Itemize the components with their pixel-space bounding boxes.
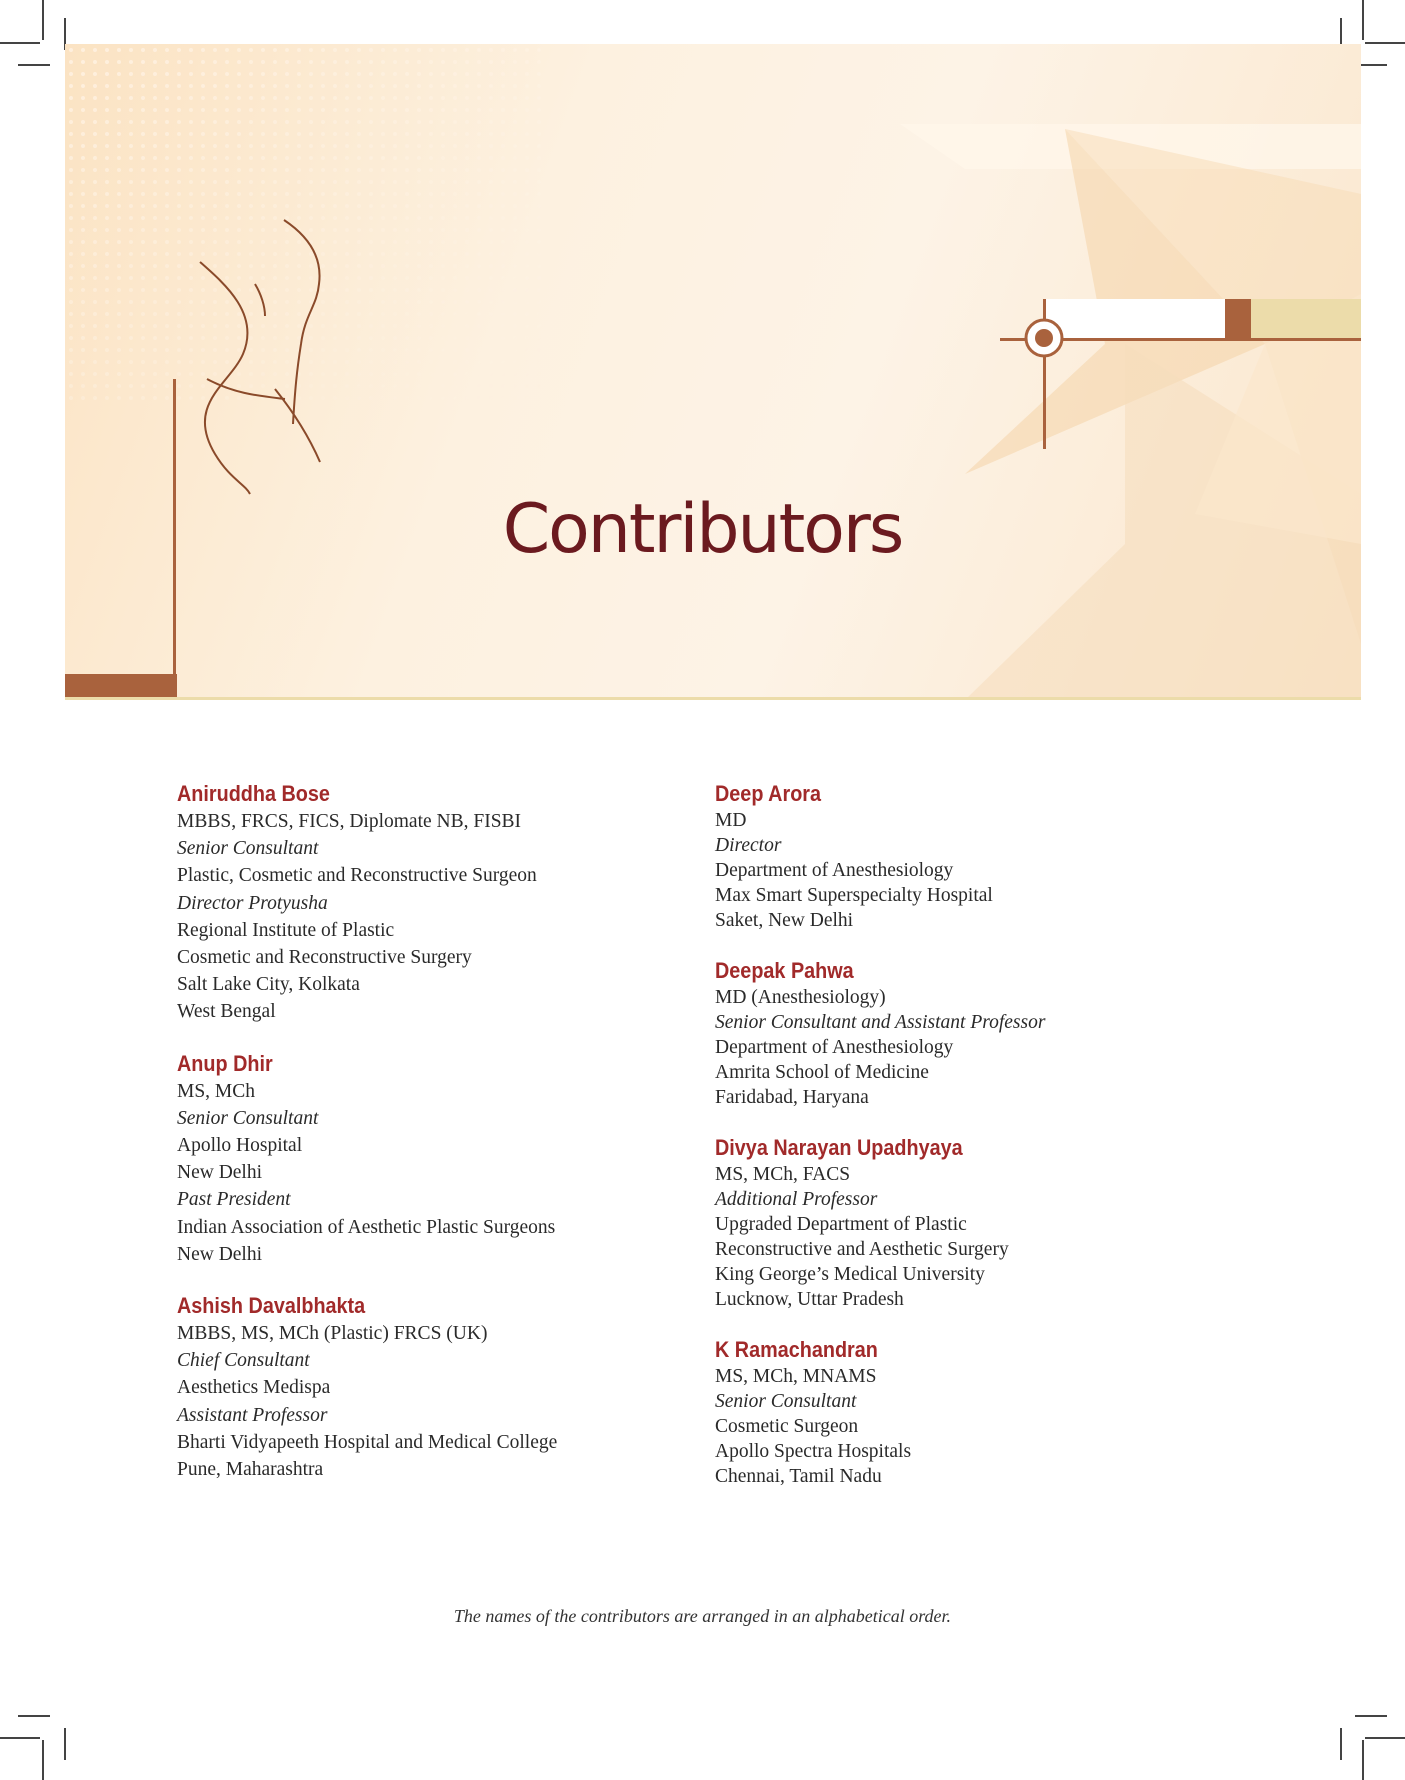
contributor-role: Director Protyusha <box>177 892 328 914</box>
contributor-detail: Cosmetic Surgeon <box>715 1416 859 1437</box>
contributor-name: Ashish Davalbhakta <box>177 1293 366 1319</box>
contributor-detail: Lucknow, Uttar Pradesh <box>715 1289 904 1310</box>
crop-mark <box>1365 42 1405 44</box>
contributor-detail: Amrita School of Medicine <box>715 1062 929 1083</box>
contributor-entry <box>177 1050 697 1268</box>
contributor-detail: West Bengal <box>177 1001 276 1023</box>
contributor-role: Chief Consultant <box>177 1350 310 1372</box>
contributor-detail: Bharti Vidyapeeth Hospital and Medical College <box>177 1431 558 1453</box>
contributor-role: Senior Consultant <box>177 1107 319 1129</box>
contributor-detail: Salt Lake City, Kolkata <box>177 974 360 996</box>
contributor-name: Divya Narayan Upadhyaya <box>715 1135 963 1160</box>
contributor-detail: MD <box>715 810 747 831</box>
contributor-detail: MBBS, FRCS, FICS, Diplomate NB, FISBI <box>177 811 522 832</box>
banner-decoration <box>65 44 1361 700</box>
contributors-column-left <box>177 780 697 1507</box>
crop-mark <box>1362 1740 1364 1780</box>
contributor-detail: Faridabad, Haryana <box>715 1087 869 1108</box>
contributor-detail: New Delhi <box>177 1162 263 1184</box>
contributor-name: Deep Arora <box>715 781 822 806</box>
crop-mark <box>0 42 40 44</box>
contributor-name: Anup Dhir <box>177 1050 273 1076</box>
contributor-detail: MS, MCh <box>177 1080 256 1102</box>
contributor-detail: Department of Anesthesiology <box>715 1037 954 1058</box>
contributor-entry <box>715 1336 1235 1489</box>
contributor-detail: Max Smart Superspecialty Hospital <box>715 885 993 906</box>
contributor-entry <box>715 957 1235 1110</box>
crop-mark <box>42 0 44 40</box>
header-banner <box>65 44 1361 700</box>
contributor-detail: Regional Institute of Plastic <box>177 919 395 941</box>
contributor-detail: Saket, New Delhi <box>715 910 854 931</box>
contributor-detail: Apollo Hospital <box>177 1135 303 1157</box>
crop-mark <box>1362 0 1364 40</box>
contributor-detail: MS, MCh, MNAMS <box>715 1366 877 1387</box>
crop-mark <box>18 64 50 66</box>
page-title: Contributors <box>502 490 903 569</box>
contributor-detail: Aesthetics Medispa <box>177 1377 331 1399</box>
contributor-detail: Apollo Spectra Hospitals <box>715 1441 912 1462</box>
contributor-name: Aniruddha Bose <box>177 781 330 806</box>
crop-mark <box>42 1740 44 1780</box>
contributor-detail: MD (Anesthesiology) <box>715 987 886 1008</box>
contributor-detail: Upgraded Department of Plastic <box>715 1214 967 1235</box>
contributor-role: Past President <box>177 1189 291 1211</box>
footnote: The names of the contributors are arranged in an alphabetical order. <box>453 1606 952 1626</box>
contributor-name: Deepak Pahwa <box>715 958 854 983</box>
contributor-entry <box>715 1134 1235 1312</box>
contributor-detail: Pune, Maharashtra <box>177 1459 324 1481</box>
contributor-detail: King George’s Medical University <box>715 1264 985 1285</box>
contributor-detail: MBBS, MS, MCh (Plastic) FRCS (UK) <box>177 1323 488 1345</box>
contributor-detail: Chennai, Tamil Nadu <box>715 1466 882 1487</box>
crop-mark <box>1365 1737 1405 1739</box>
contributor-role: Senior Consultant <box>177 838 319 860</box>
contributors-column-right <box>715 780 1235 1513</box>
crop-mark <box>1355 1715 1387 1717</box>
crop-mark <box>1340 1728 1342 1760</box>
contributor-detail: New Delhi <box>177 1243 263 1265</box>
contributor-role: Additional Professor <box>715 1189 878 1210</box>
contributor-detail: Department of Anesthesiology <box>715 860 954 881</box>
contributor-role: Senior Consultant <box>715 1391 857 1412</box>
contributor-role: Assistant Professor <box>177 1404 328 1426</box>
contributor-role: Director <box>715 835 782 856</box>
contributor-detail: Indian Association of Aesthetic Plastic Surgeons <box>177 1216 556 1238</box>
crop-mark <box>64 1728 66 1760</box>
contributor-name: K Ramachandran <box>715 1337 878 1362</box>
contributor-detail: Reconstructive and Aesthetic Surgery <box>715 1239 1009 1260</box>
contributor-detail: MS, MCh, FACS <box>715 1164 851 1185</box>
crop-mark <box>18 1715 50 1717</box>
crop-mark <box>0 1737 40 1739</box>
contributor-role: Senior Consultant and Assistant Professor <box>715 1012 1046 1033</box>
contributor-entry <box>715 780 1235 933</box>
contributor-entry <box>177 1292 697 1483</box>
contributor-entry <box>177 780 697 1026</box>
contributor-detail: Plastic, Cosmetic and Reconstructive Surgeon <box>177 865 537 887</box>
contributor-detail: Cosmetic and Reconstructive Surgery <box>177 947 472 969</box>
